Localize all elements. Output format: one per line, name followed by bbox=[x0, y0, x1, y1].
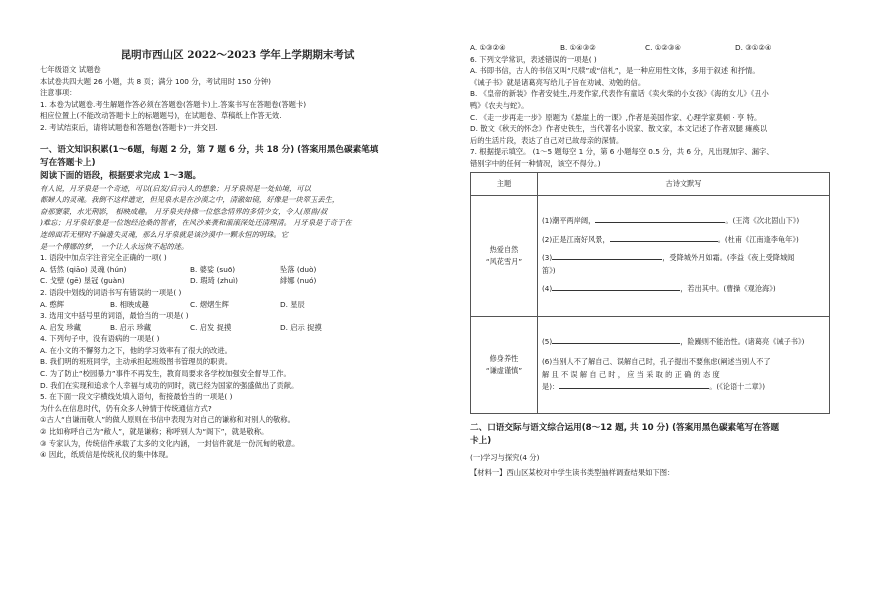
q1-option: B. 婆娑 (suō) bbox=[190, 264, 236, 274]
nature-poems bbox=[538, 195, 830, 316]
theme-virtue bbox=[471, 316, 538, 413]
notice-1a: 1. 本卷为试题卷.考生解题作答必须在答题卷(答题卡)上.答案书写在答题卷(答题卡) bbox=[40, 99, 307, 109]
q5-option: A. ①③②④ bbox=[470, 43, 506, 52]
answer-blank[interactable] bbox=[610, 241, 718, 242]
passage-line: 都婦人的灵魂。我倒不这样遣定，但见泉水是在沙漠之中，清澈如镜，好像是一块翠玉丢生， bbox=[40, 195, 340, 205]
q6-option-a: A. 书即书信，古人的书信又叫“尺牍”或“信札”，是一种应用性文体，多用于叙述 和抒情。 bbox=[470, 66, 760, 76]
exam-title: 昆明市西山区 2022～2023 学年上学期期末考试 bbox=[120, 49, 355, 61]
passage-line: )难忘；月牙泉好象是一位饱经沧桑的智者，在风沙来袭和滚滚深处还清理清。 月牙泉是于奇于在 bbox=[40, 218, 352, 228]
q1-option: D. 瑕琦 (zhuì) bbox=[190, 276, 238, 286]
passage-line: 有人说，月牙泉是一个奇迹，可以(启发/启示)人的想象；月牙泉则是一处仙境，可以 bbox=[40, 183, 311, 193]
q6-option-d-cont: 后的生活片段，表达了自己对已故母亲的深情。 bbox=[470, 135, 624, 145]
passage-intro: 阅读下面的语段，根据要求完成 1～3题。 bbox=[40, 170, 202, 181]
answer-blank[interactable] bbox=[595, 222, 725, 223]
poem-line-1: (1)潮平两岸阔， 。(王湾《次北固山下》) bbox=[542, 216, 800, 226]
q3-options bbox=[40, 322, 435, 334]
section2-heading-cont: 卡上) bbox=[470, 435, 492, 446]
passage-line: 奋那窭蒙，水光荆影， 相映成趣。 月牙泉夹持佛一位悠念情界的多情少女，令人(原兽/叔 bbox=[40, 206, 328, 216]
section1-heading-cont: 写在答题卡上) bbox=[40, 157, 96, 168]
question-2: 2. 语段中划线的词语书写有错误的一项是( ) bbox=[40, 287, 182, 297]
virtue-poems bbox=[538, 316, 830, 413]
passage-line: 连绵面若无壁时不偏遗失灵魂，那么月牙泉就是该沙漠中一颗永恒的明珠。它 bbox=[40, 229, 289, 239]
answer-blank[interactable] bbox=[552, 259, 662, 260]
q4-option-b: B. 我们明的班班同学，主动承担起班级图书管理员的职责。 bbox=[40, 357, 233, 367]
section2-heading: 二、口语交际与语文综合运用(8～12 题, 共 10 分) (答案用黑色碳素笔写在答题 bbox=[470, 422, 780, 433]
q3-option: B. 启示 珍藏 bbox=[110, 322, 152, 332]
question-4: 4. 下列句子中，没有语病的一项是( ) bbox=[40, 334, 160, 344]
q4-option-d: D. 我们在实现和追求个人幸福与成功的同时，就已经为国家的强盛做出了贡献。 bbox=[40, 380, 299, 390]
poem-line-4: (4) ，若出其中。(曹操《观沧海》) bbox=[542, 284, 776, 294]
question-7-cont: 错别字中的任何一种情况，该空不得分。) bbox=[470, 158, 601, 168]
notice-title: 注意事项： bbox=[40, 88, 77, 98]
notice-2: 2. 考试结束后，请将试题卷和答题卷(答题卡)一并交回. bbox=[40, 122, 218, 132]
q3-option: D. 启示 捉摸 bbox=[280, 322, 322, 332]
paper-info: 本试卷共四大题 26 小题，共 8 页；满分 100 分，考试用时 150 分钟) bbox=[40, 76, 272, 86]
section1-heading: 一、语文知识积累(1～6题，每题 2 分，第 7 题 6 分，共 18 分) (答案用黑色碳素笔填 bbox=[40, 144, 379, 155]
q1-option: A. 恬然 (qiāo) 灵魂 (hún) bbox=[40, 264, 127, 274]
subject-line: 七年级语文 试题卷 bbox=[40, 65, 101, 74]
q5-option: C. ①②③④ bbox=[645, 43, 681, 52]
q6-option-b: B. 《皇帝的新装》作者安徒生,丹麦作家,代表作有童话《卖火柴的小女孩》《海的女儿》《丑小 bbox=[470, 89, 769, 99]
theme-nature-label: 热爱自然 bbox=[489, 244, 519, 254]
q5-sentence: ①古人“自谦而敬人”的做人原则在书信中表现为对自己的谦称和对别人的敬称。 bbox=[40, 415, 295, 425]
answer-blank[interactable] bbox=[552, 343, 680, 344]
answer-blank[interactable] bbox=[559, 388, 709, 389]
q5-options bbox=[470, 42, 830, 54]
poetry-table bbox=[470, 172, 830, 414]
q3-option: C. 启发 捉摸 bbox=[190, 322, 232, 332]
question-7: 7. 根据提示填空。 (1～5 题每空 1 分，第 6 小题每空 0.5 分，共 6 分，凡出现加字、漏字、 bbox=[470, 147, 774, 157]
poem-line-5: (5) ，险躁则不能治性。(诸葛亮《诫子书》) bbox=[542, 336, 805, 346]
poem-line-3-cont: 笛》) bbox=[542, 265, 556, 275]
notice-1b: 相应位置上(不能改动答题卡上的标题题号)，在试题卷、草稿纸上作答无效. bbox=[40, 111, 282, 121]
q5-sentence: ② 比如称呼自己为“敝人”，就是谦称；称呼别人为“阁下”，就是敬称。 bbox=[40, 427, 269, 437]
q1-option: 緋娜 (nuó) bbox=[280, 276, 317, 286]
passage-line: 是一个傅娜的梦， 一个让人永远恢不起的迷。 bbox=[40, 241, 189, 251]
theme-nature-sub: “风花雪月” bbox=[485, 256, 523, 266]
left-column bbox=[40, 64, 435, 461]
question-1: 1. 语段中加点字注音完全正确的一项( ) bbox=[40, 253, 167, 263]
theme-virtue-label: 修身养性 bbox=[489, 353, 519, 363]
q3-option: A. 启发 珍藏 bbox=[40, 322, 82, 332]
q2-option: C. 熠熠生辉 bbox=[190, 299, 229, 309]
table-header-theme: 主题 bbox=[471, 172, 538, 195]
answer-blank[interactable] bbox=[552, 290, 680, 291]
q4-option-a: A. 在小文的不懈努力之下，他的学习效率有了很大的改进。 bbox=[40, 345, 232, 355]
poem-line-2: (2)正是江南好风景， 。(杜甫《江南逢李龟年》) bbox=[542, 234, 799, 244]
q1-options-row1 bbox=[40, 264, 435, 276]
q6-option-a-cont: 《诫子书》就是诸葛亮写给儿子旨在劝诫、劝勉的信。 bbox=[470, 77, 646, 87]
q2-option: A. 憨辉 bbox=[40, 299, 65, 309]
q5-option: B. ①④③② bbox=[560, 43, 596, 52]
q1-options-row2 bbox=[40, 275, 435, 287]
q5-stem: 为什么在信息时代，仍有众多人钟情于传统通信方式? bbox=[40, 403, 212, 413]
theme-nature bbox=[471, 195, 538, 316]
q4-option-c: C. 为了防止“校园暴力”事件不再发生，教育局要求各学校加强安全督导工作。 bbox=[40, 369, 291, 379]
poem-line-6-cont: 解 且 不 误 解 自 己 时 ， 应 当 采 取 的 正 确 的 态 度 bbox=[542, 369, 720, 379]
theme-virtue-sub: “谦虚谨慎” bbox=[485, 365, 523, 375]
subsection-1: (一)学习与探究(4 分) bbox=[470, 452, 540, 462]
question-6: 6. 下列文学常识，表述错误的一项是( ) bbox=[470, 54, 597, 64]
question-3: 3. 选用文中括号里的词语，最恰当的一项是( ) bbox=[40, 311, 189, 321]
right-column bbox=[470, 42, 830, 479]
q1-option: 坠落 (duò) bbox=[280, 264, 317, 274]
q2-option: D. 星辰 bbox=[280, 299, 305, 309]
q6-option-b-cont: 鸭》《农夫与蛇》。 bbox=[470, 100, 529, 110]
q6-option-d: D. 散文《秋天的怀念》作者史铁生，当代著名小说家、散文家，本文记述了作者双腿 瘫痪以 bbox=[470, 124, 768, 134]
table-header-poem: 古诗文默写 bbox=[538, 172, 830, 195]
q5-sentence: ④ 因此，纸质信是传统礼仪的集中体现。 bbox=[40, 450, 173, 460]
q5-option: D. ③①②④ bbox=[735, 43, 772, 52]
q1-option: C. 戈壁 (gē) 垦冠 (guàn) bbox=[40, 276, 125, 286]
question-5: 5. 在下面一段文字横线处填入语句，衔接最恰当的一项是( ) bbox=[40, 392, 233, 402]
q2-option: B. 相映成趣 bbox=[110, 299, 149, 309]
poem-line-6: (6)当别人不了解自己、误解自己时，孔子提出不要焦虑(阐述当别人不了 bbox=[542, 357, 771, 367]
q2-options bbox=[40, 299, 435, 311]
poem-line-3: (3) ，受降城外月如霜。(李益《夜上受降城闻 bbox=[542, 253, 795, 263]
poem-line-6-cont2: 是)： 。(《论语十二章》) bbox=[542, 382, 766, 392]
q6-option-c: C. 《走一步再走一步》原题为《悬崖上的一课》,作者是美国作家、心理学家莫顿 · 亨 特。 bbox=[470, 112, 762, 122]
q5-sentence: ③ 专家认为，传统信件承载了太多的文化内涵， 一封信件就是一份沉甸的敬意。 bbox=[40, 438, 300, 448]
material-1: 【材料一】西山区某校对中学生读书类型抽样调查结果如下图： bbox=[470, 468, 675, 478]
